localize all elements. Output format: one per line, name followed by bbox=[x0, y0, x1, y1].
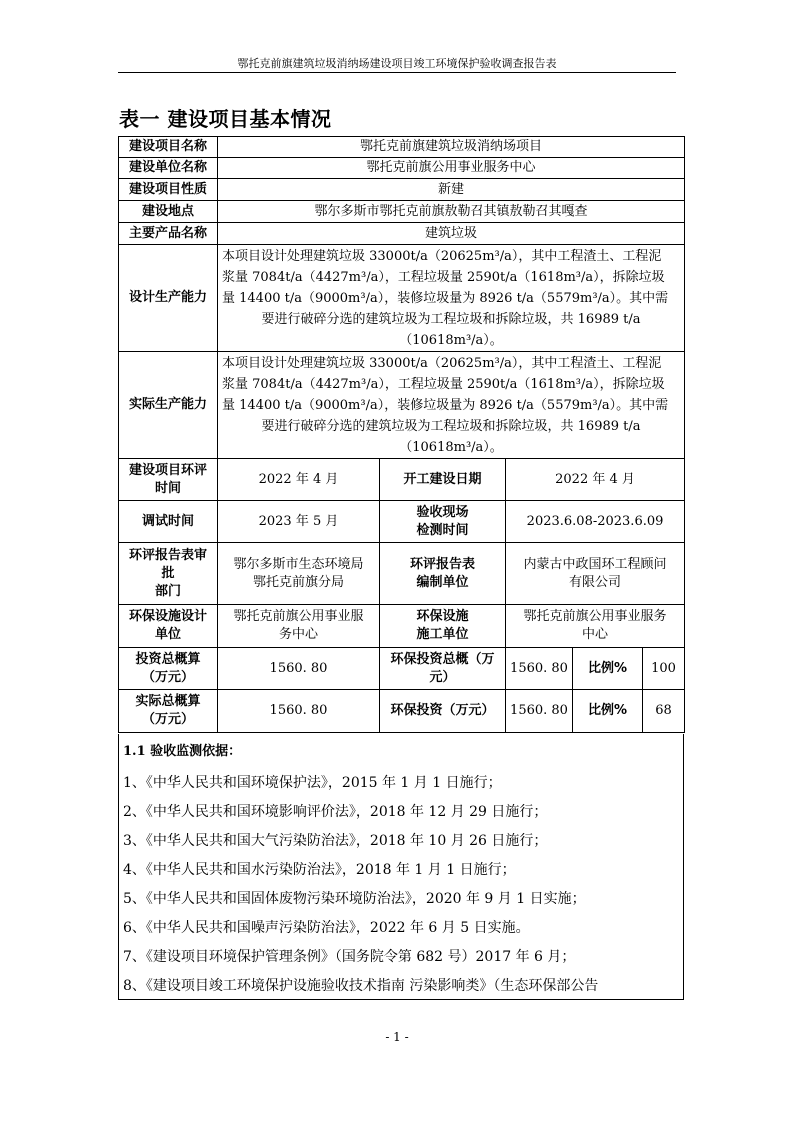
label-line: 批 bbox=[161, 565, 175, 581]
design-capacity-text bbox=[218, 245, 685, 352]
cell-value: 1560. 80 bbox=[506, 648, 573, 690]
table-row bbox=[119, 223, 685, 245]
list-item: 7、《建设项目环境保护管理条例》（国务院令第 682 号）2017 年 6 月； bbox=[123, 949, 576, 965]
label-line: 实际总概算 bbox=[135, 694, 201, 709]
label-line: 时间 bbox=[154, 480, 181, 496]
cell-label: 比例% bbox=[573, 690, 643, 733]
label-line: 元） bbox=[429, 669, 456, 685]
table-row bbox=[119, 201, 685, 223]
cell-value: 新建 bbox=[218, 179, 685, 201]
project-info-table bbox=[118, 136, 685, 733]
cell-label: 建设项目名称 bbox=[119, 137, 218, 158]
cell-value bbox=[218, 543, 380, 605]
value-line: 鄂托克前旗公用事业服 bbox=[233, 609, 364, 624]
page-header: 鄂托克前旗建筑垃圾消纳场建设项目竣工环境保护验收调查报告表 bbox=[237, 57, 557, 70]
table-row bbox=[119, 352, 685, 459]
basis-heading: 1.1 验收监测依据： bbox=[123, 744, 242, 759]
cell-value: 2023.6.08-2023.6.09 bbox=[506, 501, 685, 543]
value-line: 鄂托克前旗分局 bbox=[252, 574, 344, 590]
cell-value: 1560. 80 bbox=[218, 648, 380, 690]
cell-value: 鄂托克前旗公用事业服务中心 bbox=[218, 158, 685, 179]
list-item: 5、《中华人民共和国固体废物污染环境防治法》，2020 年 9 月 1 日实施； bbox=[123, 891, 586, 907]
actual-capacity-text bbox=[218, 352, 685, 459]
label-line: （万元） bbox=[141, 712, 194, 727]
cell-label bbox=[119, 605, 218, 648]
value-line: 中心 bbox=[582, 627, 609, 642]
value-line: 有限公司 bbox=[569, 574, 622, 590]
para-line: 量 14400 t/a（9000m³/a），装修垃圾量为 8926 t/a（5579m³/a）。其中需 bbox=[222, 290, 669, 306]
cell-value: 1560. 80 bbox=[218, 690, 380, 733]
table-row bbox=[119, 690, 685, 733]
label-line: 检测时间 bbox=[416, 522, 469, 538]
cell-value: 鄂尔多斯市鄂托克前旗敖勒召其镇敖勒召其嘎查 bbox=[218, 201, 685, 223]
acceptance-basis-section bbox=[118, 734, 684, 1000]
cell-value: 2022 年 4 月 bbox=[506, 459, 685, 501]
label-line: 环保投资总概（万 bbox=[390, 651, 495, 667]
label-line: 编制单位 bbox=[416, 574, 469, 590]
para-line: 浆量 7084t/a（4427m³/a），工程垃圾量 2590t/a（1618m³/a），拆除垃圾 bbox=[222, 376, 665, 392]
para-line: 要进行破碎分选的建筑垃圾为工程垃圾和拆除垃圾，共 16989 t/a bbox=[261, 418, 641, 434]
table-row bbox=[119, 158, 685, 179]
cell-value: 1560. 80 bbox=[506, 690, 573, 733]
table-row bbox=[119, 501, 685, 543]
label-line: 验收现场 bbox=[416, 504, 469, 520]
label-line: 环评报告表审 bbox=[128, 547, 207, 563]
list-item: 6、《中华人民共和国噪声污染防治法》，2022 年 6 月 5 日实施。 bbox=[123, 920, 530, 936]
table-row bbox=[119, 179, 685, 201]
table-row bbox=[119, 605, 685, 648]
cell-label: 实际生产能力 bbox=[119, 352, 218, 459]
list-item: 1、《中华人民共和国环境保护法》，2015 年 1 月 1 日施行； bbox=[123, 775, 502, 791]
cell-label bbox=[119, 543, 218, 605]
label-line: 投资总概算 bbox=[135, 651, 201, 667]
header-rule bbox=[118, 72, 676, 73]
para-line: （10618m³/a）。 bbox=[399, 332, 503, 348]
cell-label bbox=[380, 543, 506, 605]
cell-value: 2023 年 5 月 bbox=[218, 501, 380, 543]
cell-value bbox=[506, 543, 685, 605]
para-line: 本项目设计处理建筑垃圾 33000t/a（20625m³/a），其中工程渣土、工程泥 bbox=[222, 248, 662, 264]
para-line: （10618m³/a）。 bbox=[399, 439, 503, 455]
cell-label bbox=[380, 605, 506, 648]
value-line: 鄂托克前旗公用事业服务 bbox=[523, 609, 667, 624]
table-row bbox=[119, 137, 685, 158]
cell-label: 环保投资（万元） bbox=[380, 690, 506, 733]
label-line: 环评报告表 bbox=[409, 556, 475, 572]
table-row bbox=[119, 543, 685, 605]
list-item: 8、《建设项目竣工环境保护设施验收技术指南 污染影响类》（生态环保部公告 bbox=[123, 978, 599, 994]
cell-value: 鄂托克前旗建筑垃圾消纳场项目 bbox=[218, 137, 685, 158]
cell-value: 68 bbox=[643, 690, 685, 733]
cell-value: 建筑垃圾 bbox=[218, 223, 685, 245]
label-line: 环保设施 bbox=[416, 609, 469, 624]
label-line: 部门 bbox=[154, 583, 181, 599]
label-line: （万元） bbox=[141, 669, 194, 685]
cell-value: 2022 年 4 月 bbox=[218, 459, 380, 501]
para-line: 浆量 7084t/a（4427m³/a），工程垃圾量 2590t/a（1618m³/a），拆除垃圾 bbox=[222, 269, 665, 285]
cell-label: 开工建设日期 bbox=[380, 459, 506, 501]
value-line: 鄂尔多斯市生态环境局 bbox=[233, 556, 364, 572]
cell-label: 设计生产能力 bbox=[119, 245, 218, 352]
value-line: 内蒙古中政国环工程顾问 bbox=[523, 556, 667, 572]
cell-label bbox=[380, 648, 506, 690]
label-line: 单位 bbox=[154, 627, 181, 642]
table-row bbox=[119, 459, 685, 501]
para-line: 量 14400 t/a（9000m³/a），装修垃圾量为 8926 t/a（5579m³/a）。其中需 bbox=[222, 397, 669, 413]
cell-label: 建设单位名称 bbox=[119, 158, 218, 179]
list-item: 2、《中华人民共和国环境影响评价法》，2018 年 12 月 29 日施行； bbox=[123, 804, 548, 820]
cell-value bbox=[218, 605, 380, 648]
cell-label bbox=[119, 690, 218, 733]
cell-value bbox=[506, 605, 685, 648]
cell-label: 主要产品名称 bbox=[119, 223, 218, 245]
cell-label bbox=[119, 459, 218, 501]
list-item: 4、《中华人民共和国水污染防治法》，2018 年 1 月 1 日施行； bbox=[123, 862, 516, 878]
cell-label bbox=[380, 501, 506, 543]
cell-label: 调试时间 bbox=[119, 501, 218, 543]
value-line: 务中心 bbox=[278, 627, 318, 642]
cell-label: 建设项目性质 bbox=[119, 179, 218, 201]
list-item: 3、《中华人民共和国大气污染防治法》，2018 年 10 月 26 日施行； bbox=[123, 833, 548, 849]
cell-label: 比例% bbox=[573, 648, 643, 690]
page-number: - 1 - bbox=[385, 1030, 409, 1044]
cell-value: 100 bbox=[643, 648, 685, 690]
table-row bbox=[119, 648, 685, 690]
cell-label bbox=[119, 648, 218, 690]
label-line: 环保设施设计 bbox=[128, 609, 207, 624]
para-line: 要进行破碎分选的建筑垃圾为工程垃圾和拆除垃圾，共 16989 t/a bbox=[261, 311, 641, 327]
page-title: 表一 建设项目基本情况 bbox=[119, 107, 332, 131]
table-row bbox=[119, 245, 685, 352]
cell-label: 建设地点 bbox=[119, 201, 218, 223]
label-line: 施工单位 bbox=[416, 627, 469, 642]
para-line: 本项目设计处理建筑垃圾 33000t/a（20625m³/a），其中工程渣土、工程泥 bbox=[222, 355, 662, 371]
label-line: 建设项目环评 bbox=[128, 462, 207, 478]
